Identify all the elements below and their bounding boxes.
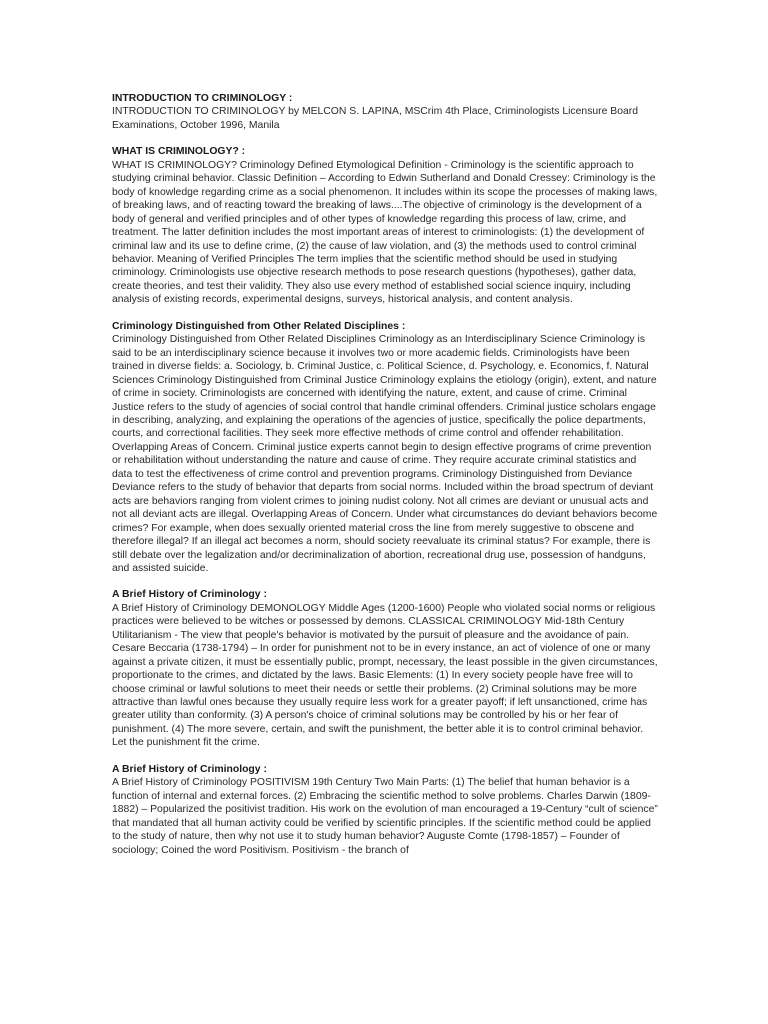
- section-heading: A Brief History of Criminology :: [112, 763, 267, 775]
- section-heading: Criminology Distinguished from Other Related Disciplines :: [112, 320, 406, 332]
- section-heading: WHAT IS CRIMINOLOGY? :: [112, 146, 246, 158]
- section-body: WHAT IS CRIMINOLOGY? Criminology Defined Etymological Definition - Criminology is the scientific approach to studying criminal behavior. Classic Definition – According to Edwin Sutherland and Donald Cressey: Criminology is the body of knowledge regarding crime as a social phenomenon. It includes within its scope the processes of making laws, of breaking laws, and of reacting toward the breaking of laws....The objective of criminology is the development of a body of general and verified principles and of other types of knowledge regarding this process of law, crime, and treatment. The latter definition includes the most important areas of interest to criminologists: (1) the development of criminal law and its use to define crime, (2) the cause of law violation, and (3) the methods used to control criminal behavior. Meaning of Verified Principles The term implies that the scientific method should be used in studying criminology. Criminologists use objective research methods to pose research questions (hypotheses), gather data, create theories, and test their validity. They also use every method of established social science inquiry, including analysis of existing records, experimental designs, surveys, historical analysis, and content analysis.: [112, 159, 658, 306]
- section-brief-history-1: [112, 588, 658, 749]
- document-page: [112, 92, 658, 870]
- section-heading: A Brief History of Criminology :: [112, 589, 267, 601]
- section-introduction: [112, 92, 658, 132]
- section-body: A Brief History of Criminology DEMONOLOGY Middle Ages (1200-1600) People who violated social norms or religious practices were believed to be witches or possessed by demons. CLASSICAL CRIMINOLOGY Mid-18th Century Utilitarianism - The view that people's behavior is motivated by the pursuit of pleasure and the avoidance of pain. Cesare Beccaria (1738-1794) – In order for punishment not to be in every instance, an act of violence of one or many against a private citizen, it must be essentially public, prompt, necessary, the least possible in the given circumstances, proportionate to the crimes, and dictated by the laws. Basic Elements: (1) In every society people have free will to choose criminal or lawful solutions to meet their needs or settle their problems. (2) Criminal solutions may be more attractive than lawful ones because they usually require less work for a greater payoff; if left unsanctioned, crime has greater utility than conformity. (3) A person's choice of criminal solutions may be controlled by his or her fear of punishment. (4) The more severe, certain, and swift the punishment, the better able it is to control criminal behavior. Let the punishment fit the crime.: [112, 602, 658, 749]
- section-related-disciplines: [112, 320, 658, 576]
- section-body: A Brief History of Criminology POSITIVISM 19th Century Two Main Parts: (1) The belief that human behavior is a function of internal and external forces. (2) Embracing the scientific method to solve problems. Charles Darwin (1809-1882) – Popularized the positivist tradition. His work on the evolution of man encouraged a 19-Century “cult of science” that mandated that all human activity could be verified by scientific principles. If the scientific method could be applied to the study of nature, then why not use it to study human behavior? Auguste Comte (1798-1857) – Founder of sociology; Coined the word Positivism. Positivism - the branch of: [112, 777, 658, 856]
- section-brief-history-2: [112, 763, 658, 857]
- section-heading: INTRODUCTION TO CRIMINOLOGY :: [112, 93, 293, 104]
- section-what-is-criminology: [112, 145, 658, 306]
- section-body: Criminology Distinguished from Other Related Disciplines Criminology as an Interdisciplinary Science Criminology is said to be an interdisciplinary science because it involves two or more academic fields. Criminologists have been trained in diverse fields: a. Sociology, b. Criminal Justice, c. Political Science, d. Psychology, e. Economics, f. Natural Sciences Criminology Distinguished from Criminal Justice Criminology explains the etiology (origin), extent, and nature of crime in society. Criminologists are concerned with identifying the nature, extent, and cause of crime. Criminal Justice refers to the study of agencies of social control that handle criminal offenders. Criminal justice scholars engage in describing, analyzing, and explaining the operations of the agencies of justice, specifically the police departments, courts, and correctional facilities. They seek more effective methods of crime control and offender rehabilitation. Overlapping Areas of Concern. Criminal justice experts cannot begin to design effective programs of crime prevention or rehabilitation without understanding the nature and cause of crime. They require accurate criminal statistics and data to test the effectiveness of crime control and prevention programs. Criminology Distinguished from Deviance Deviance refers to the study of behavior that departs from social norms. Included within the broad spectrum of deviant acts are behaviors ranging from violent crimes to joining nudist colony. Not all crimes are deviant or unusual acts and not all deviant acts are illegal. Overlapping Areas of Concern. Under what circumstances do deviant behaviors become crimes? For example, when does sexually oriented material cross the line from merely suggestive to obscene and therefore illegal? If an illegal act becomes a norm, should society reevaluate its criminal status? For example, there is still debate over the legalization and/or decriminalization of abortion, recreational drug use, possession of handguns, and assisted suicide.: [112, 334, 658, 574]
- section-body: INTRODUCTION TO CRIMINOLOGY by MELCON S. LAPINA, MSCrim 4th Place, Criminologists Licensure Board Examinations, October 1996, Manila: [112, 106, 639, 131]
